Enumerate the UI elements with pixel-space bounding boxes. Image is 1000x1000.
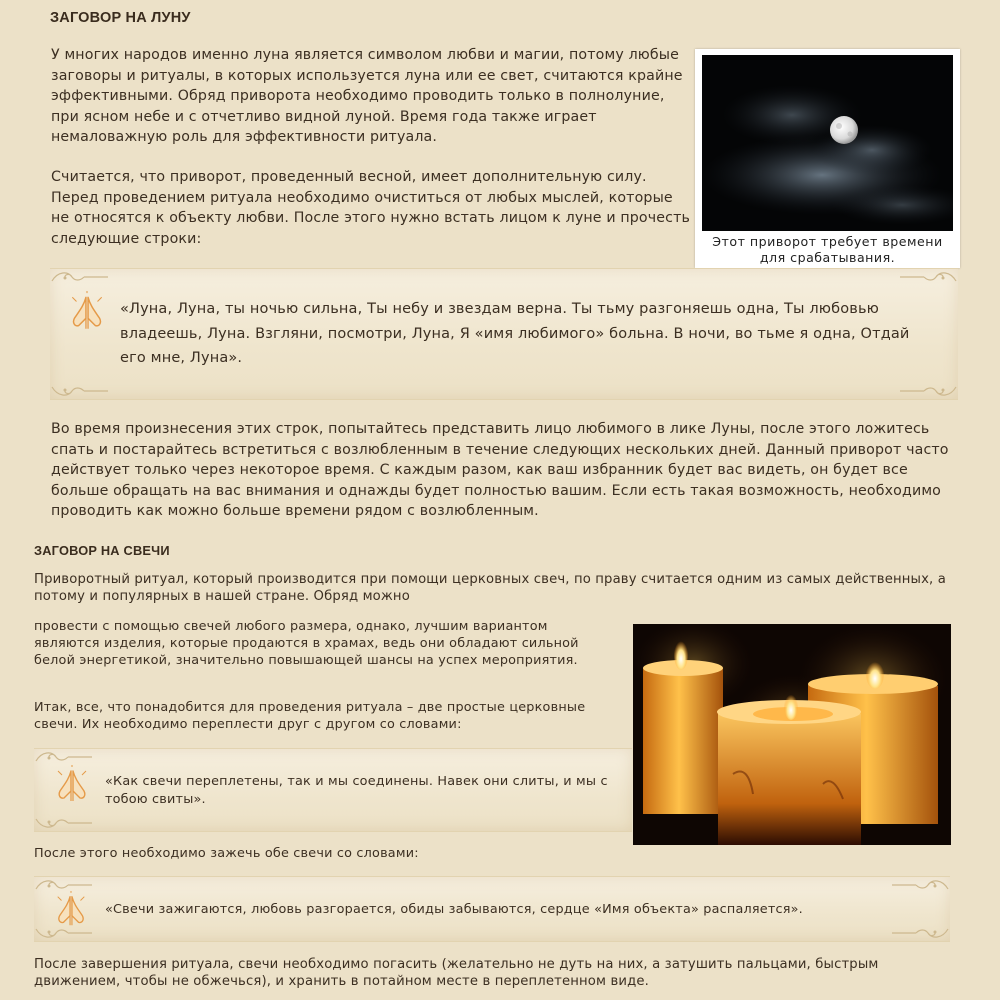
moon-image-frame — [695, 49, 960, 268]
ornament-top-right — [890, 877, 950, 891]
candles-quote-block-1 — [34, 748, 632, 832]
moon-image-caption: Этот приворот требует времени для срабатывания. — [712, 234, 943, 265]
candles-paragraph-1: Приворотный ритуал, который производится при помощи церковных свеч, по праву считается одним из самых действенных, а потому и популярных в нашей стране. Обряд можно — [34, 572, 946, 604]
moon-quote-text: «Луна, Луна, ты ночью сильна, Ты небу и звездам верна. Ты тьму разгоняешь одна, Ты любовью владеешь, Луна. Взгляни, посмотри, Луна, Я «имя любимого» больна. В ночи, во тьме я одна, Отдай его мне, Луна». — [120, 301, 910, 366]
praying-hands-icon — [52, 765, 92, 805]
ornament-top-left — [34, 877, 94, 891]
ornament-bottom-left — [34, 817, 94, 831]
moon-paragraph-3: Во время произнесения этих строк, попытайтесь представить лицо любимого в лике Луны, после этого ложитесь спать и постарайтесь встретиться с возлюбленным в течение следующих нескольких дней. Данный приворот часто действует только через некоторое время. С каждым разом, как ваш избранник будет вас видеть, он будет все больше обращать на вас внимания и однажды будет полностью вашим. Если есть такая возможность, необходимо проводить как можно больше времени рядом с возлюбленным. — [51, 421, 949, 520]
moon-photo — [702, 55, 953, 231]
praying-hands-icon — [66, 291, 108, 333]
ornament-top-left — [34, 749, 94, 763]
ornament-bottom-left — [34, 927, 94, 941]
moon-quote-block — [50, 268, 958, 400]
candles-quote-text-2: «Свечи зажигаются, любовь разгорается, обиды забываются, сердце «Имя объекта» распаляется». — [105, 902, 803, 917]
ornament-bottom-right — [898, 385, 958, 399]
candles-paragraph-2: провести с помощью свечей любого размера, однако, лучшим вариантом являются изделия, которые продаются в храмах, ведь они обладают сильной белой энергетикой, значительно повышающей шансы на успех мероприятия. — [34, 619, 579, 668]
ornament-top-right — [898, 269, 958, 283]
moon-picture — [702, 55, 953, 231]
candles-picture — [633, 624, 951, 845]
ornament-bottom-right — [890, 927, 950, 941]
section-title-moon: ЗАГОВОР НА ЛУНУ — [50, 10, 191, 26]
section-title-candles: ЗАГОВОР НА СВЕЧИ — [34, 543, 170, 558]
ornament-bottom-left — [50, 385, 110, 399]
ornament-top-left — [50, 269, 110, 283]
candles-paragraph-5: После завершения ритуала, свечи необходимо погасить (желательно не дуть на них, а затушить пальцами, быстрым движением, чтобы не обжечься), и хранить в потайном месте в переплетенном виде. — [34, 957, 879, 989]
candles-paragraph-4: После этого необходимо зажечь обе свечи со словами: — [34, 846, 419, 861]
moon-paragraph-1: У многих народов именно луна является символом любви и магии, потому любые заговоры и ритуалы, в которых используется луна или ее свет, считаются крайне эффективными. Обряд приворота необходимо проводить только в полнолуние, при ясном небе и с отчетливо видной луной. Время года также играет немаловажную роль для эффективности ритуала. — [51, 47, 683, 146]
praying-hands-icon — [52, 891, 90, 929]
candles-quote-block-2 — [34, 876, 950, 942]
candles-paragraph-3: Итак, все, что понадобится для проведения ритуала – две простые церковные свечи. Их необходимо переплести друг с другом со словами: — [34, 700, 586, 732]
candles-photo — [633, 624, 951, 845]
candles-quote-text-1: «Как свечи переплетены, так и мы соединены. Навек они слиты, и мы с тобою свиты». — [105, 774, 608, 807]
moon-paragraph-2: Считается, что приворот, проведенный весной, имеет дополнительную силу. Перед проведением ритуала необходимо очиститься от любых мыслей, которые не относятся к объекту любви. После этого нужно встать лицом к луне и прочесть следующие строки: — [51, 169, 691, 247]
